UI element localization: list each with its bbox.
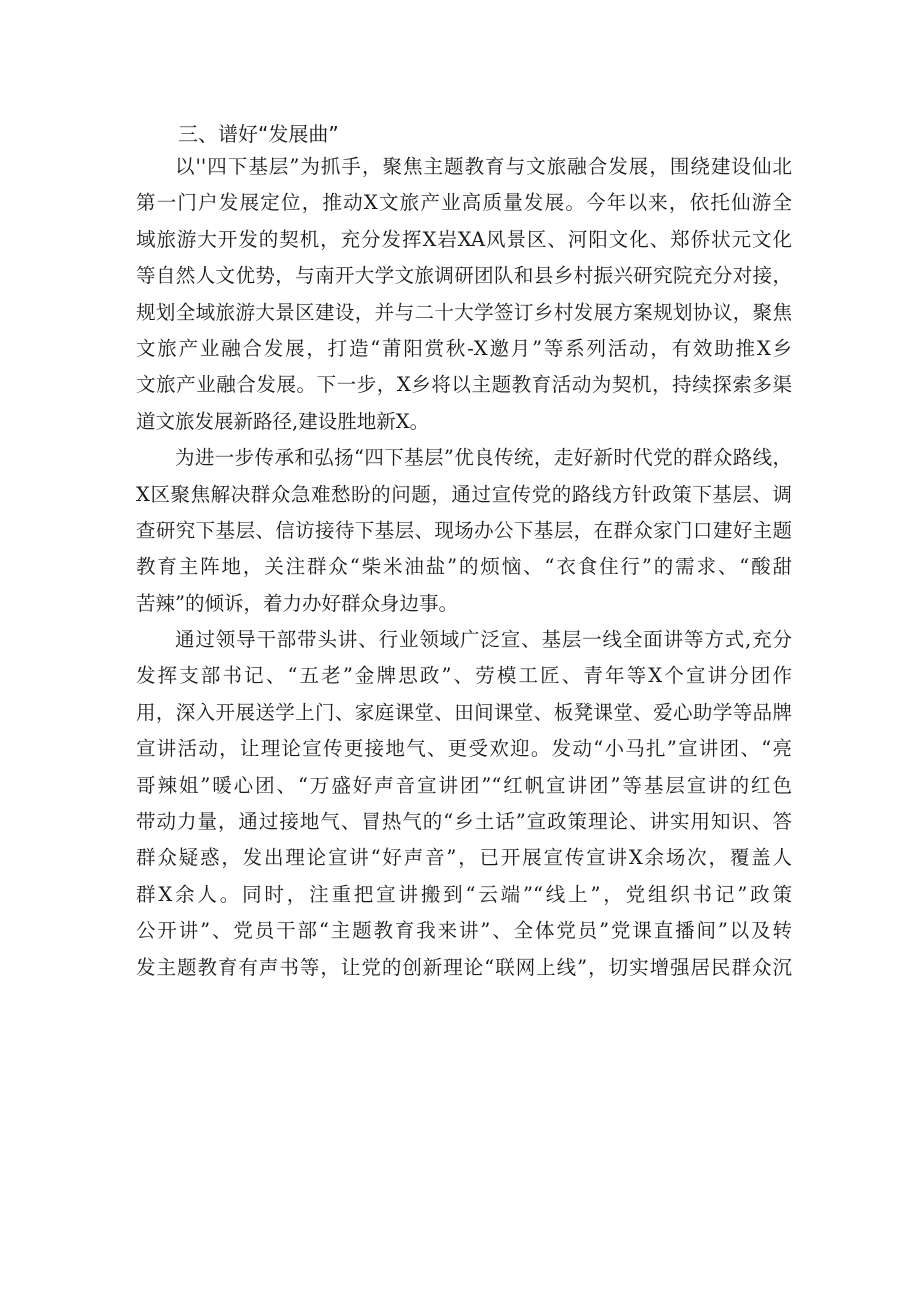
text-line: 域旅游大开发的契机，充分发挥X岩XA风景区、河阳文化、郑侨状元文化 [136,227,792,251]
text-line: 文旅产业融合发展。下一步，X乡将以主题教育活动为契机，持续探索多渠 [136,373,792,397]
text-line: 第一门户发展定位，推动X文旅产业高质量发展。今年以来，依托仙游全 [136,191,792,215]
paragraph-3 [136,622,792,986]
text-line: 带动力量，通过接地气、冒热气的“乡土话”宣政策理论、讲实用知识、答 [136,810,792,834]
text-line: 群众疑惑，发出理论宣讲“好声音”，已开展宣传宣讲X余场次，覆盖人 [136,846,792,870]
text-line: 公开讲”、党员干部“主题教育我来讲”、全体党员”党课直播间”以及转 [136,919,792,943]
paragraph-2 [136,440,792,622]
paragraph-1 [136,149,792,440]
section-heading: 三、谱好“发展曲” [178,122,339,146]
text-line: 道文旅发展新路径,建设胜地新X。 [136,409,430,433]
text-line: X区聚焦解决群众急难愁盼的问题，通过宣传党的路线方针政策下基层、调 [136,482,792,506]
text-line: 发主题教育有声书等，让党的创新理论“联网上线”，切实增强居民群众沉 [136,955,792,979]
text-line: 通过领导干部带头讲、行业领域广泛宣、基层一线全面讲等方式,充分 [175,628,792,652]
text-line: 用，深入开展送学上门、家庭课堂、田间课堂、板凳课堂、爱心助学等品牌 [136,700,792,724]
text-line: 以''四下基层”为抓手，聚焦主题教育与文旅融合发展，围绕建设仙北 [175,155,792,178]
text-line: 苦辣”的倾诉，着力办好群众身边事。 [136,591,458,615]
text-line: 查研究下基层、信访接待下基层、现场办公下基层，在群众家门口建好主题 [136,518,792,542]
text-line: 文旅产业融合发展，打造“莆阳赏秋-X邀月”等系列活动，有效助推X乡 [136,336,792,360]
text-line: 为进一步传承和弘扬“四下基层”优良传统，走好新时代党的群众路线， [175,446,792,470]
text-line: 规划全域旅游大景区建设，并与二十大学签订乡村发展方案规划协议，聚焦 [136,300,792,324]
text-line: 宣讲活动，让理论宣传更接地气、更受欢迎。发动“小马扎”宣讲团、“亮 [136,737,792,761]
text-line: 哥辣姐”暖心团、“万盛好声音宣讲团”“红帆宣讲团”等基层宣讲的红色 [136,773,792,797]
text-line: 发挥支部书记、“五老”金牌思政”、劳模工匠、青年等X个宣讲分团作 [136,664,792,688]
text-line: 群X余人。同时，注重把宣讲搬到“云端”“线上”，党组织书记”政策 [136,882,792,906]
text-line: 教育主阵地，关注群众“柴米油盐”的烦恼、“衣食住行”的需求、“酸甜 [136,555,792,579]
body-text [136,149,792,986]
text-line: 等自然人文优势，与南开大学文旅调研团队和县乡村振兴研究院充分对接， [136,264,792,288]
